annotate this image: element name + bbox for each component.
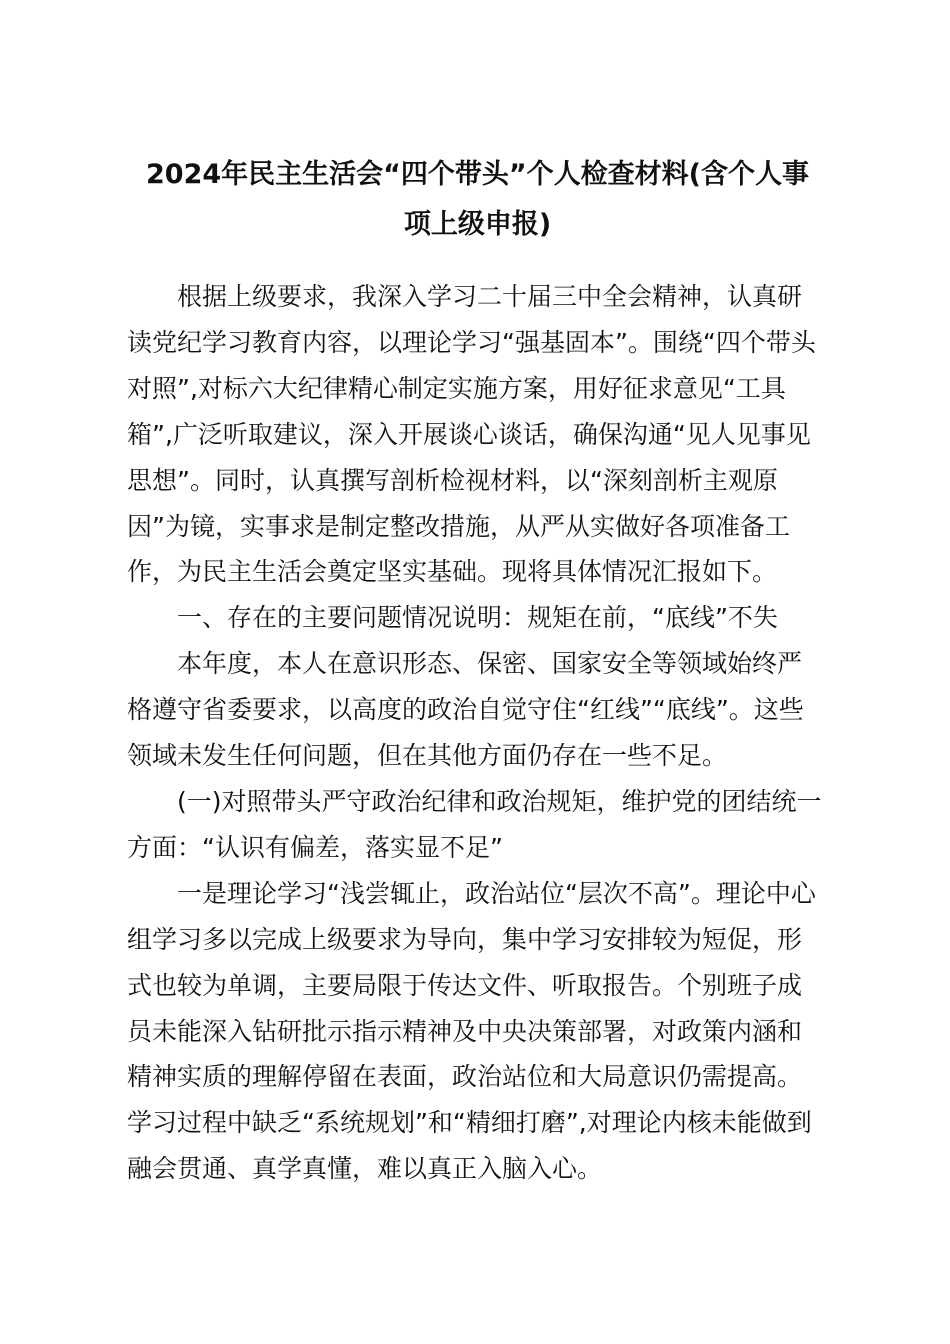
- text-line: 融会贯通、真学真懂，难以真正入脑入心。: [127, 1154, 603, 1184]
- section-heading: [127, 595, 847, 641]
- text-line: 精神实质的理解停留在表面，政治站位和大局意识仍需提高。: [127, 1062, 803, 1092]
- text-line: 式也较为单调，主要局限于传达文件、听取报告。个别班子成: [127, 970, 803, 1000]
- text-line: 对照”,对标六大纪律精心制定实施方案，用好征求意见“工具: [127, 373, 786, 403]
- text-line: 作，为民主生活会奠定坚实基础。现将具体情况汇报如下。: [127, 557, 778, 587]
- text-line: 读党纪学习教育内容，以理论学习“强基固本”。围绕“四个带头: [127, 327, 816, 357]
- text-line: 箱”,广泛听取建议，深入开展谈心谈话，确保沟通“见人见事见: [127, 419, 811, 449]
- text-line: 方面：“认识有偏差，落实显不足”: [127, 832, 503, 862]
- intro-paragraph: [127, 274, 847, 595]
- document-title: [120, 150, 835, 250]
- document-body: [127, 274, 847, 1192]
- text-line: 组学习多以完成上级要求为导向，集中学习安排较为短促，形: [127, 924, 803, 954]
- text-line: 本年度，本人在意识形态、保密、国家安全等领域始终严: [177, 649, 803, 679]
- text-line: 一是理论学习“浅尝辄止，政治站位“层次不高”。理论中心: [177, 878, 816, 908]
- text-line: 领域未发生任何问题，但在其他方面仍存在一些不足。: [127, 741, 728, 771]
- text-line: 思想”。同时，认真撰写剖析检视材料，以“深刻剖析主观原: [127, 465, 778, 495]
- text-line: 学习过程中缺乏“系统规划”和“精细打磨”,对理论内核未能做到: [127, 1108, 812, 1138]
- text-line: 一、存在的主要问题情况说明：规矩在前，“底线”不失: [177, 603, 778, 633]
- title-line: 2024年民主生活会“四个带头”个人检查材料(含个人事: [146, 159, 809, 190]
- title-line: 项上级申报): [403, 209, 552, 240]
- subsection-heading: [127, 779, 847, 871]
- text-line: 员未能深入钻研批示指示精神及中央决策部署，对政策内涵和: [127, 1016, 803, 1046]
- text-line: (一)对照带头严守政治纪律和政治规矩，维护党的团结统一: [177, 786, 822, 816]
- body-paragraph: [127, 871, 847, 1192]
- text-line: 根据上级要求，我深入学习二十届三中全会精神，认真研: [177, 282, 803, 311]
- text-line: 格遵守省委要求，以高度的政治自觉守住“红线”“底线”。这些: [127, 695, 804, 725]
- text-line: 因”为镜，实事求是制定整改措施，从严从实做好各项准备工: [127, 511, 790, 541]
- body-paragraph: [127, 641, 847, 779]
